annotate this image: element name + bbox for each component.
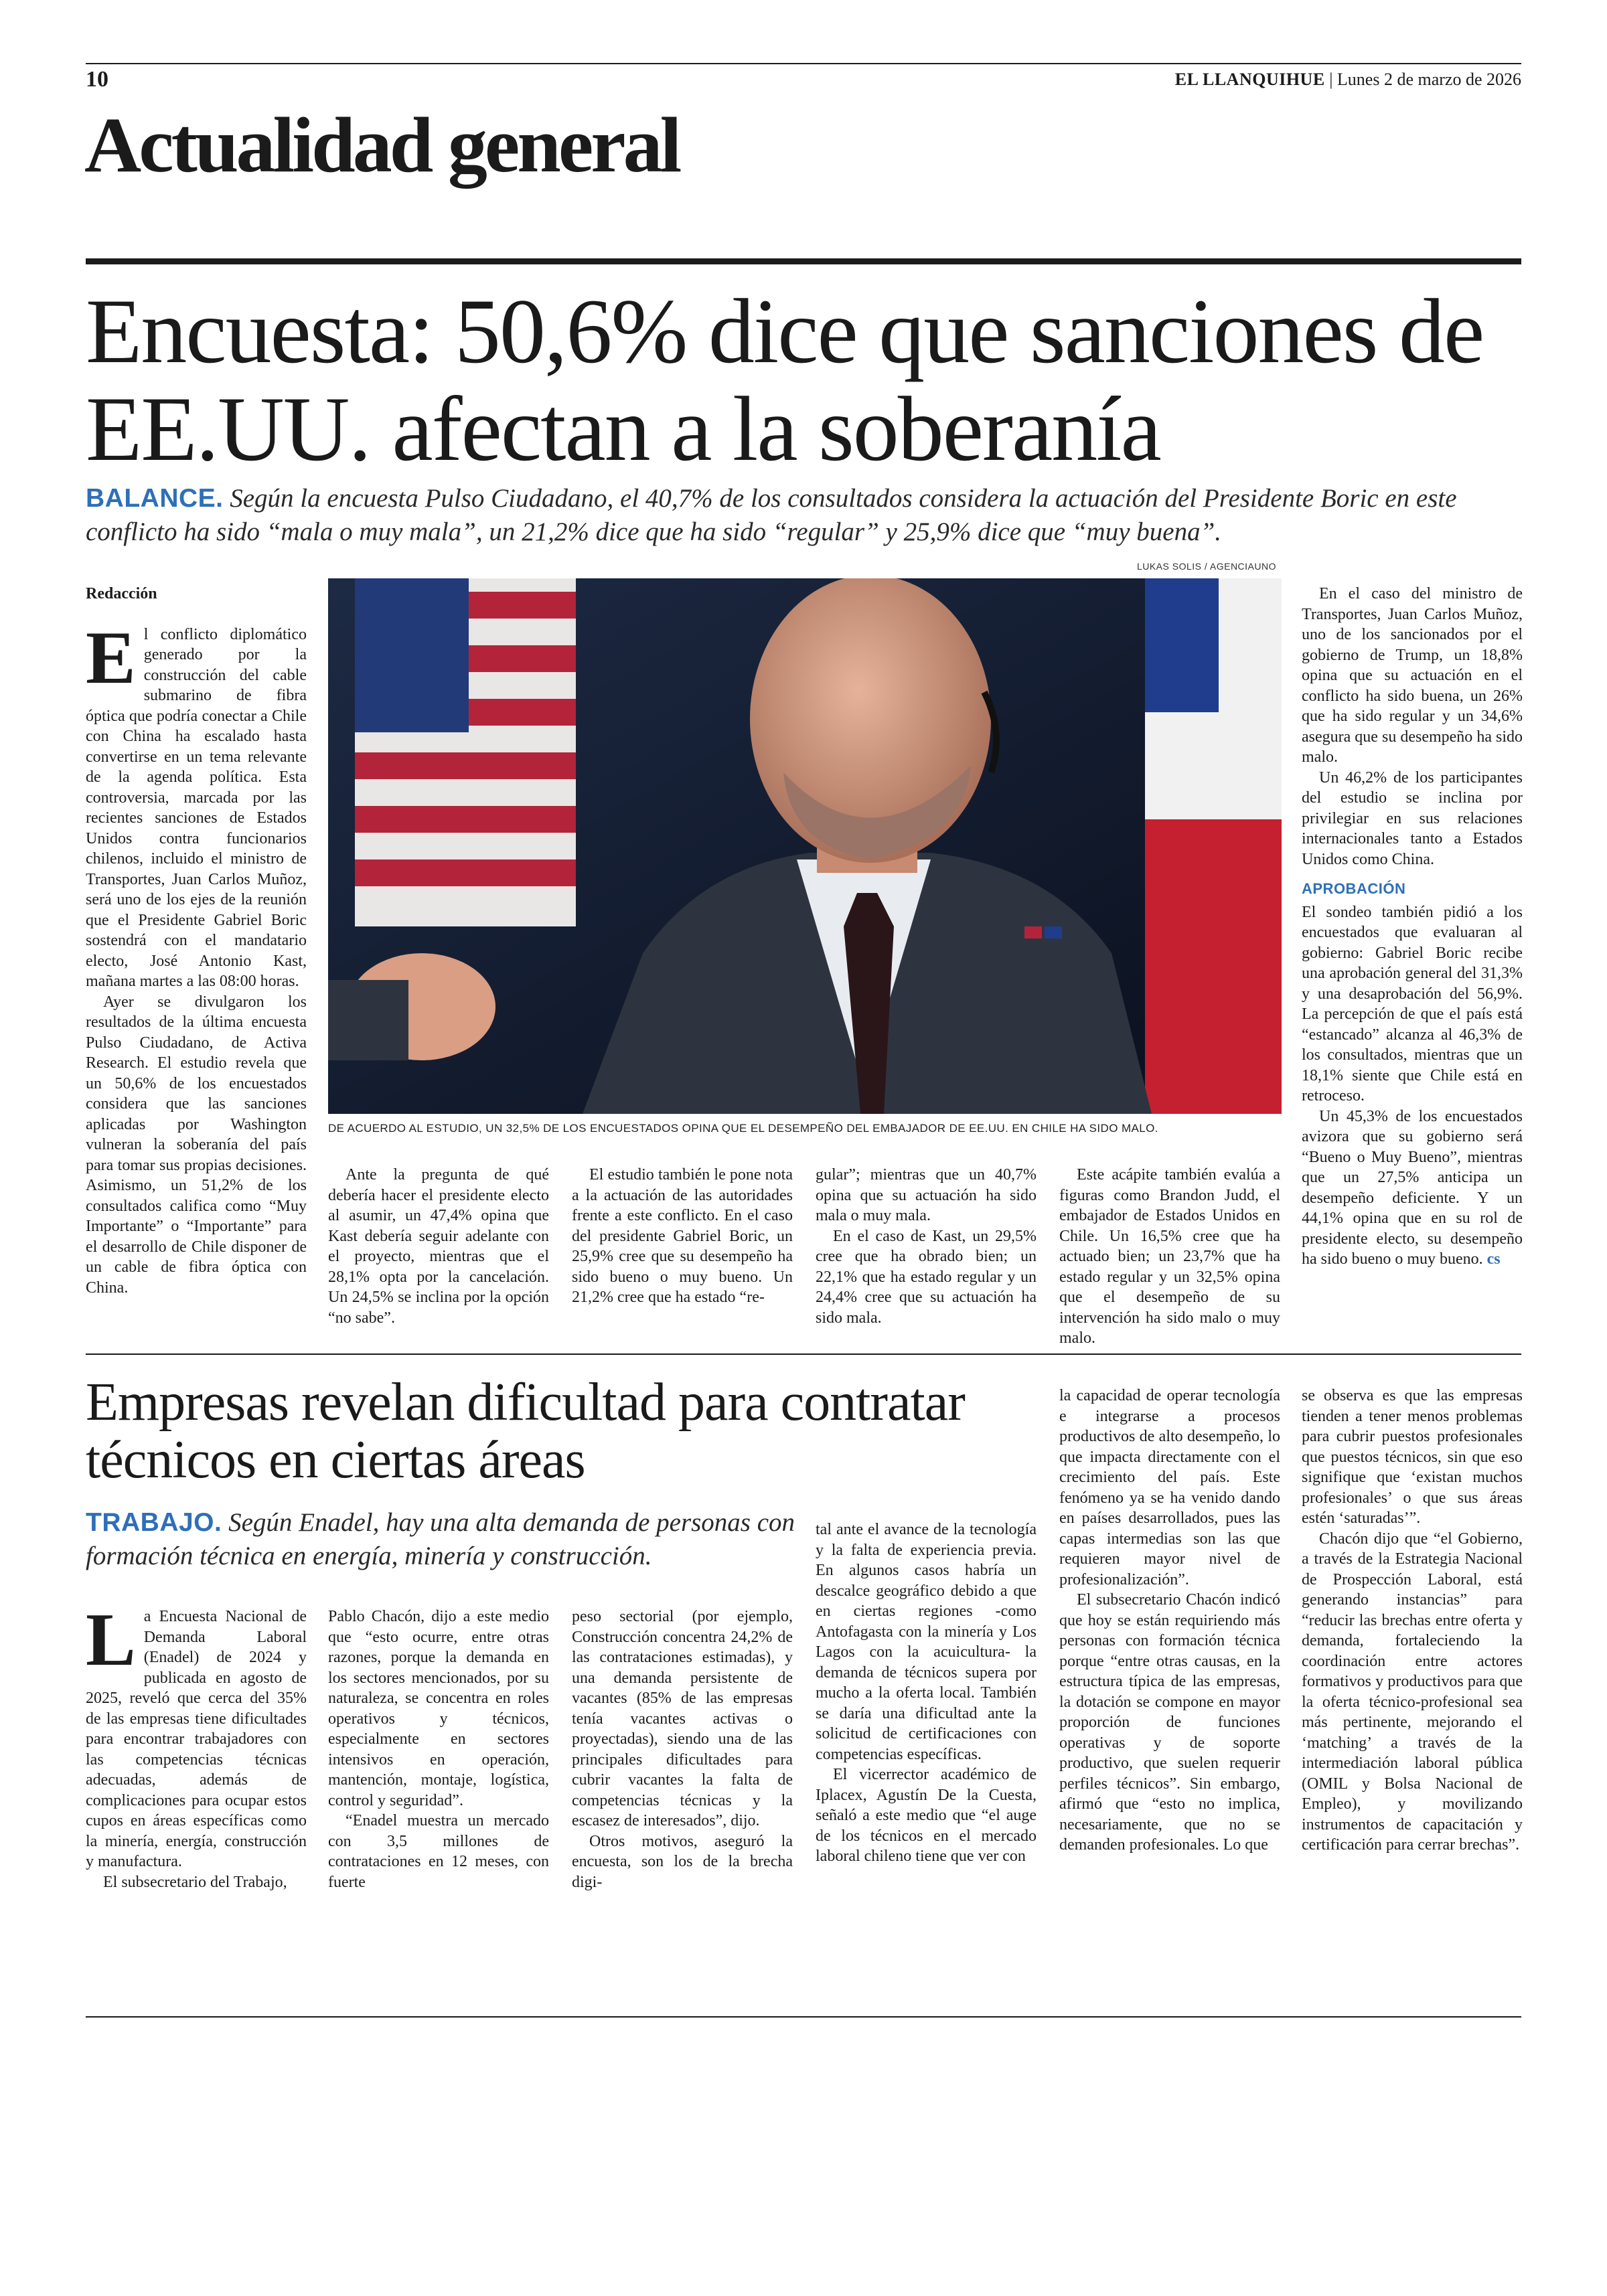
article2-paragraph: El subsecretario del Trabajo, [103,1873,287,1891]
footer-rule [86,2016,1521,2018]
photo-credit: LUKAS SOLIS / AGENCIAUNO [1136,561,1276,572]
article2-paragraph: la capacidad de operar tecnología e integrarse a procesos productivos de alto desempeño, lo que impacta directamente con el crecimiento del país. Este fenómeno ya se ha venido dando en países desarrollados, pues las capas intermedias son las que requieren mayor nivel de profesionalización”. [1059,1387,1280,1588]
article1-paragraph: Ayer se divulgaron los resultados de la última encuesta Pulso Ciudadano, de Activa Research. El estudio revela que un 50,6% de los encuestados considera que las sanciones aplicadas por Washington vulneran la soberanía del país para tomar sus propias decisiones. Asimismo, un 51,2% de los consultados califica como “Muy Importante” o “Importante” para el desarrollo de Chile disponer de un cable de fibra óptica con China. [86,993,307,1297]
article1-paragraph: Un 46,2% de los participantes del estudio se inclina por privilegiar en sus relaciones internacionales tanto a Estados Unidos como China. [1302,768,1523,868]
article1-column-5 [1059,1165,1280,1349]
article2-column-5 [1059,1386,1280,1856]
article2-paragraph: tal ante el avance de la tecnología y la falta de experiencia previa. En algunos casos habría un descalce geográfico debido a que en ciertas regiones -como Antofagasta con la minería y Los Lagos con la acuicultura- la demanda de técnicos supera por mucho a la oferta local. También se daría una dificultad ante la solicitud de certificaciones con competencias específicas. [816,1521,1037,1763]
article1-photo [328,578,1282,1114]
article1-paragraph: El sondeo también pidió a los encuestados que evaluaran al gobierno: Gabriel Boric recibe una aprobación general del 31,3% y una desaprobación del 56,9%. La percepción de que el país está “estancado” alcanza al 46,3% de los consultados, mientras que un 18,1% siente que Chile está en retroceso. [1302,903,1523,1104]
article1-paragraph: En el caso del ministro de Transportes, Juan Carlos Muñoz, uno de los sancionados por el gobierno de Trump, un 18,8% opina que su actuación en el conflicto ha sido buena, un 26% que ha sido regular y un 34,6% asegura que su desempeño ha sido malo. [1302,585,1523,766]
article2-paragraph: Otros motivos, aseguró la encuesta, son los de la brecha digi- [572,1832,793,1891]
article1-column-6 [1302,584,1523,1270]
article2-paragraph: Chacón dijo que “el Gobierno, a través de la Estrategia Nacional de Prospección Laboral, está generando instancias” para “reducir las brechas entre oferta y demanda, fortaleciendo la coordinación entre actores formativos y productivos para que la oferta técnico-profesional sea más pertinente, mejorando el ‘matching’ a través de la intermediación laboral pública (OMIL y Bolsa Nacional de Empleo), y movilizando instrumentos de capacitación y certificación para cerrar brechas”. [1302,1530,1523,1854]
section-rule [86,258,1521,264]
publication-name: EL LLANQUIHUE [1174,70,1325,89]
article1-column-2 [328,1165,549,1328]
us-flag [355,578,576,926]
article2-kicker: TRABAJO. [86,1508,222,1537]
masthead [1175,70,1521,90]
article1-column-1 [86,584,307,1298]
article1-paragraph: Ante la pregunta de qué debería hacer el presidente electo al asumir, un 47,4% opina que Kast debería seguir adelante con el proyecto, mientras que el 28,1% opta por la cancelación. Un 24,5% se inclina por la opción “no sabe”. [328,1166,549,1327]
publication-date: Lunes 2 de marzo de 2026 [1336,70,1521,89]
article1-paragraph: En el caso de Kast, un 29,5% cree que ha obrado bien; un 22,1% que ha estado regular y un 24,4% cree que su actuación ha sido mala. [816,1227,1037,1327]
article1-byline: Redacción [86,585,157,602]
article2-paragraph: peso sectorial (por ejemplo, Construcción concentra 24,2% de las contrataciones estimadas), y una demanda persistente de vacantes (85% de las empresas tenía vacantes activas o proyectadas), siendo una de las principales dificultades para cubrir vacantes la falta de competencias técnicas y la escasez de interesados”, dijo. [572,1608,793,1829]
masthead-separator: | [1329,70,1337,89]
article1-drop-cap: E [86,616,136,700]
article2-deck [86,1506,795,1573]
article1-paragraph: El estudio también le pone nota a la actuación de las autoridades frente a este conflicto. En el caso del presidente Gabriel Boric, un 25,9% cree que su desempeño ha sido bueno o muy bueno. Un 21,2% cree que ha estado “re- [572,1166,793,1306]
article2-column-2 [328,1607,549,1892]
article1-deck [86,482,1532,549]
article1-paragraph: El conflicto diplomático generado por la construcción del cable submarino de fibra óptica que podría conectar a Chile con China ha escalado hasta convertirse en un tema relevante de la agenda política. Esta controversia, marcada por las recientes sanciones de Estados Unidos contra funcionarios chilenos, incluido el ministro de Transportes, Juan Carlos Muñoz, será uno de los ejes de la reunión que el Presidente Gabriel Boric sostendrá con el mandatario electo, José Antonio Kast, mañana martes a las 08:00 horas. [86,616,307,990]
end-mark: cs [1486,1250,1501,1268]
chile-flag [1145,578,1282,1114]
article1-column-4 [816,1165,1037,1328]
article2-paragraph: “Enadel muestra un mercado con 3,5 millones de contrataciones en 12 meses, con fuerte [328,1812,549,1891]
article1-deck-text: Según la encuesta Pulso Ciudadano, el 40,7% de los consultados considera la actuación del Presidente Boric en este conflicto ha sido “mala o muy mala”, un 21,2% dice que ha sido “regular” y 25,9% dice que “muy buena”. [86,484,1457,546]
article2-paragraph: se observa es que las empresas tienden a tener menos problemas para cubrir puestos profesionales que puestos técnicos, sin que eso signifique que ‘existan muchos profesionales’ o que sus áreas estén ‘saturadas’”. [1302,1387,1523,1527]
article1-column-3 [572,1165,793,1308]
article2-column-3 [572,1607,793,1892]
article2-column-4 [816,1520,1037,1867]
article2-paragraph: La Encuesta Nacional de Demanda Laboral (Enadel) de 2024 y publicada en agosto de 2025, reveló que cerca del 35% de las empresas tiene dificultades para encontrar trabajadores con las competencias técnicas adecuadas, además de complicaciones para ocupar estos cupos en áreas específicas como la minería, energía, construcción y manufactura. [86,1598,307,1870]
article2-drop-cap: L [86,1598,136,1682]
article1-subhead: APROBACIÓN [1302,880,1406,897]
section-title: Actualidad general [84,101,680,189]
article2-headline: Empresas revelan dificultad para contratar técnicos en ciertas áreas [86,1373,965,1489]
article2-paragraph: Pablo Chacón, dijo a este medio que “esto ocurre, entre otras razones, porque la demanda en los sectores mencionados, por su naturaleza, se concentra en roles operativos y técnicos, especialmente en sectores intensivos en operación, mantención, montaje, logística, control y seguridad”. [328,1608,549,1809]
article2-deck-text: Según Enadel, hay una alta demanda de personas con formación técnica en energía, minería y construcción. [86,1508,795,1570]
photo-illustration [328,578,1282,1114]
article2-column-1 [86,1598,307,1892]
article1-paragraph: gular”; mientras que un 40,7% opina que su actuación ha sido mala o muy mala. [816,1166,1037,1224]
photo-caption: DE ACUERDO AL ESTUDIO, UN 32,5% DE LOS ENCUESTADOS OPINA QUE EL DESEMPEÑO DEL EMBAJADOR DE EE.UU. EN CHILE HA SIDO MALO. [328,1122,1158,1135]
article1-paragraph: Este acápite también evalúa a figuras como Brandon Judd, el embajador de Estados Unidos en Chile. Un 16,5% cree que ha actuado bien; un 23,7% que ha estado regular y un 32,5% opina que el desempeño de su intervención ha sido malo o muy malo. [1059,1166,1280,1347]
article1-headline: Encuesta: 50,6% dice que sanciones de EE.UU. afectan a la soberanía [86,280,1484,480]
article-divider [86,1354,1521,1355]
article2-paragraph: El vicerrector académico de Iplacex, Agustín De la Cuesta, señaló a este medio que “el auge de los técnicos en el mercado laboral chileno tiene que ver con [816,1766,1037,1865]
article2-paragraph: El subsecretario Chacón indicó que hoy se están requiriendo más personas con formación técnica porque “entre otras causas, en la estructura típica de las empresas, la dotación se compone en mayor proporción de funciones operativas y de soporte productivo, que suelen requerir perfiles técnicos”. Sin embargo, afirmó que “esto no implica, necesariamente, que no se demanden profesionales. Lo que [1059,1591,1280,1854]
article1-paragraph: Un 45,3% de los encuestados avizora que su gobierno será “Bueno o Muy Bueno”, mientras que un 27,5% anticipa un desempeño deficiente. Y un 44,1% opina que en su rol de presidente electo, su desempeño ha sido bueno o muy bueno. cs [1302,1107,1523,1268]
article1-kicker: BALANCE. [86,484,224,513]
article2-column-6 [1302,1386,1523,1856]
header-rule [86,63,1521,64]
page-number: 10 [86,67,108,92]
